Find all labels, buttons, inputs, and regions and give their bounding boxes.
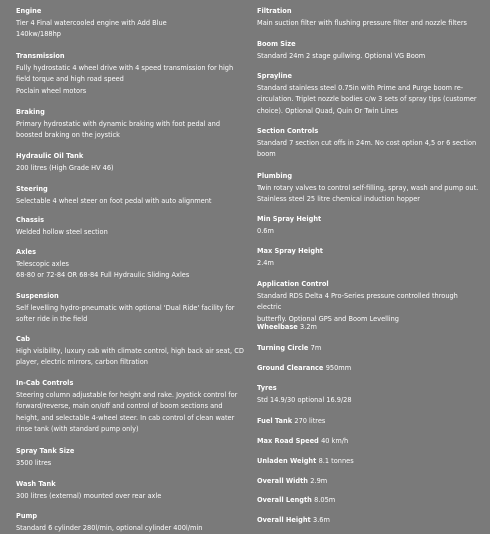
spec-label: Steering (16, 185, 48, 193)
spec-value: 3.2m (300, 323, 317, 331)
spec-label: Sprayline (257, 72, 292, 80)
spec-label: Boom Size (257, 40, 296, 48)
spec-value: Twin rotary valves to control self-filling, spray, wash and pump out. Stainless steel 25 litre chemical induction hopper (257, 183, 479, 203)
spec-value: Primary hydrostatic with dynamic braking with foot pedal and boosted braking on the joystick (16, 119, 221, 139)
spec-value: 3500 litres (16, 458, 52, 467)
spec-label: Transmission (16, 52, 65, 60)
spec-engine (16, 6, 244, 41)
spec-boom-size (257, 39, 483, 62)
spec-unladen-weight (257, 456, 483, 468)
spec-value: 2.9m (310, 477, 328, 485)
spec-plumbing (257, 171, 483, 206)
spec-label: Tyres (257, 384, 277, 392)
spec-value: Standard 7 section cut offs in 24m. No cost option 4,5 or 6 section boom (257, 138, 477, 158)
spec-sprayline (257, 71, 483, 117)
spec-label: Filtration (257, 7, 292, 15)
spec-value: 270 litres (294, 417, 326, 425)
spec-pump (16, 511, 244, 534)
spec-value: Std 14.9/30 optional 16.9/28 (257, 395, 352, 404)
spec-label: Ground Clearance (257, 364, 324, 372)
spec-value: High visibility, luxury cab with climate control, high back air seat, CD player, electric mirrors, carbon filtration (16, 346, 244, 366)
spec-value: Telescopic axles 68-80 or 72-84 OR 68-84 Full Hydraulic Sliding Axles (16, 259, 190, 279)
spec-value: 8.1 tonnes (318, 457, 354, 465)
spec-axles (16, 247, 244, 282)
spec-cab (16, 334, 244, 369)
spec-value: 200 litres (High Grade HV 46) (16, 163, 114, 172)
spec-wheelbase (257, 322, 483, 334)
spec-value: Main suction filter with flushing pressure filter and nozzle filters (257, 18, 467, 27)
spec-suspension (16, 291, 244, 326)
spec-label: Overall Height (257, 516, 311, 524)
spec-label: Min Spray Height (257, 215, 322, 223)
spec-label: Turning Circle (257, 344, 309, 352)
spec-label: Hydraulic Oil Tank (16, 152, 84, 160)
spec-value: Self levelling hydro-pneumatic with optional 'Dual Ride' facility for softer ride in the field (16, 303, 235, 323)
spec-label: Engine (16, 7, 42, 15)
spec-label: Cab (16, 335, 31, 343)
spec-overall-height (257, 515, 483, 527)
spec-steering (16, 184, 244, 207)
spec-label: Wash Tank (16, 480, 56, 488)
spec-label: Overall Length (257, 496, 312, 504)
spec-value: Selectable 4 wheel steer on foot pedal with auto alignment (16, 196, 212, 205)
spec-label: Chassis (16, 216, 45, 224)
spec-label: Max Spray Height (257, 247, 323, 255)
spec-section-controls (257, 126, 483, 161)
spec-label: Max Road Speed (257, 437, 319, 445)
spec-application-control (257, 279, 483, 325)
spec-filtration (257, 6, 483, 29)
spec-value: 300 litres (external) mounted over rear axle (16, 491, 162, 500)
spec-max-road-speed (257, 436, 483, 448)
spec-value: 950mm (325, 364, 352, 372)
spec-value: 8.05m (314, 496, 336, 504)
spec-wash-tank (16, 479, 244, 502)
spec-fuel-tank (257, 416, 483, 428)
spec-value: 2.4m (257, 258, 274, 267)
spec-overall-length (257, 495, 483, 507)
spec-transmission (16, 51, 244, 97)
spec-label: Section Controls (257, 127, 319, 135)
spec-label: Braking (16, 108, 45, 116)
spec-value: Steering column adjustable for height and rake. Joystick control for forward/reverse, main on/off and control of boom sections and height, and selectable 4-wheel steer. In cab control of clean water rinse tank (with standard pump only) (16, 390, 238, 433)
spec-value: Fully hydrostatic 4 wheel drive with 4 speed transmission for high field torque and high road speed Poclain wheel motors (16, 63, 234, 95)
spec-value: Tier 4 Final watercooled engine with Add Blue 140kw/188hp (16, 18, 167, 38)
spec-label: Overall Width (257, 477, 308, 485)
spec-value: 0.6m (257, 226, 274, 235)
spec-braking (16, 107, 244, 142)
spec-label: In-Cab Controls (16, 379, 74, 387)
spec-label: Plumbing (257, 172, 293, 180)
spec-label: Pump (16, 512, 38, 520)
spec-label: Axles (16, 248, 37, 256)
spec-label: Fuel Tank (257, 417, 293, 425)
spec-ground-clearance (257, 363, 483, 375)
spec-value: Standard 24m 2 stage gullwing. Optional VG Boom (257, 51, 426, 60)
spec-hydraulic-oil-tank (16, 151, 244, 174)
spec-min-spray-height (257, 214, 483, 237)
spec-tyres (257, 383, 483, 406)
spec-label: Spray Tank Size (16, 447, 75, 455)
spec-value: Standard stainless steel 0.75in with Prime and Purge boom re- circulation. Triplet nozzle bodies c/w 3 sets of spray tips (customer choice). Optional Quad, Quin Or Twin Lines (257, 83, 477, 115)
spec-max-spray-height (257, 246, 483, 269)
spec-label: Application Control (257, 280, 329, 288)
spec-label: Wheelbase (257, 323, 298, 331)
spec-turning-circle (257, 343, 483, 355)
spec-label: Suspension (16, 292, 59, 300)
spec-in-cab-controls (16, 378, 244, 436)
spec-value: 7m (310, 344, 322, 352)
spec-value: 3.6m (313, 516, 330, 524)
spec-value: Standard 6 cylinder 280l/min, optional cylinder 400l/min (16, 523, 203, 532)
spec-label: Unladen Weight (257, 457, 317, 465)
spec-value: 40 km/h (321, 437, 349, 445)
spec-value: Welded hollow steel section (16, 227, 108, 236)
spec-chassis (16, 215, 244, 238)
spec-value: Standard RDS Delta 4 Pro-Series pressure controlled through electric butterfly. Optional GPS and Boom Levelling (257, 291, 458, 323)
spec-spray-tank-size (16, 446, 244, 469)
spec-overall-width (257, 476, 483, 488)
